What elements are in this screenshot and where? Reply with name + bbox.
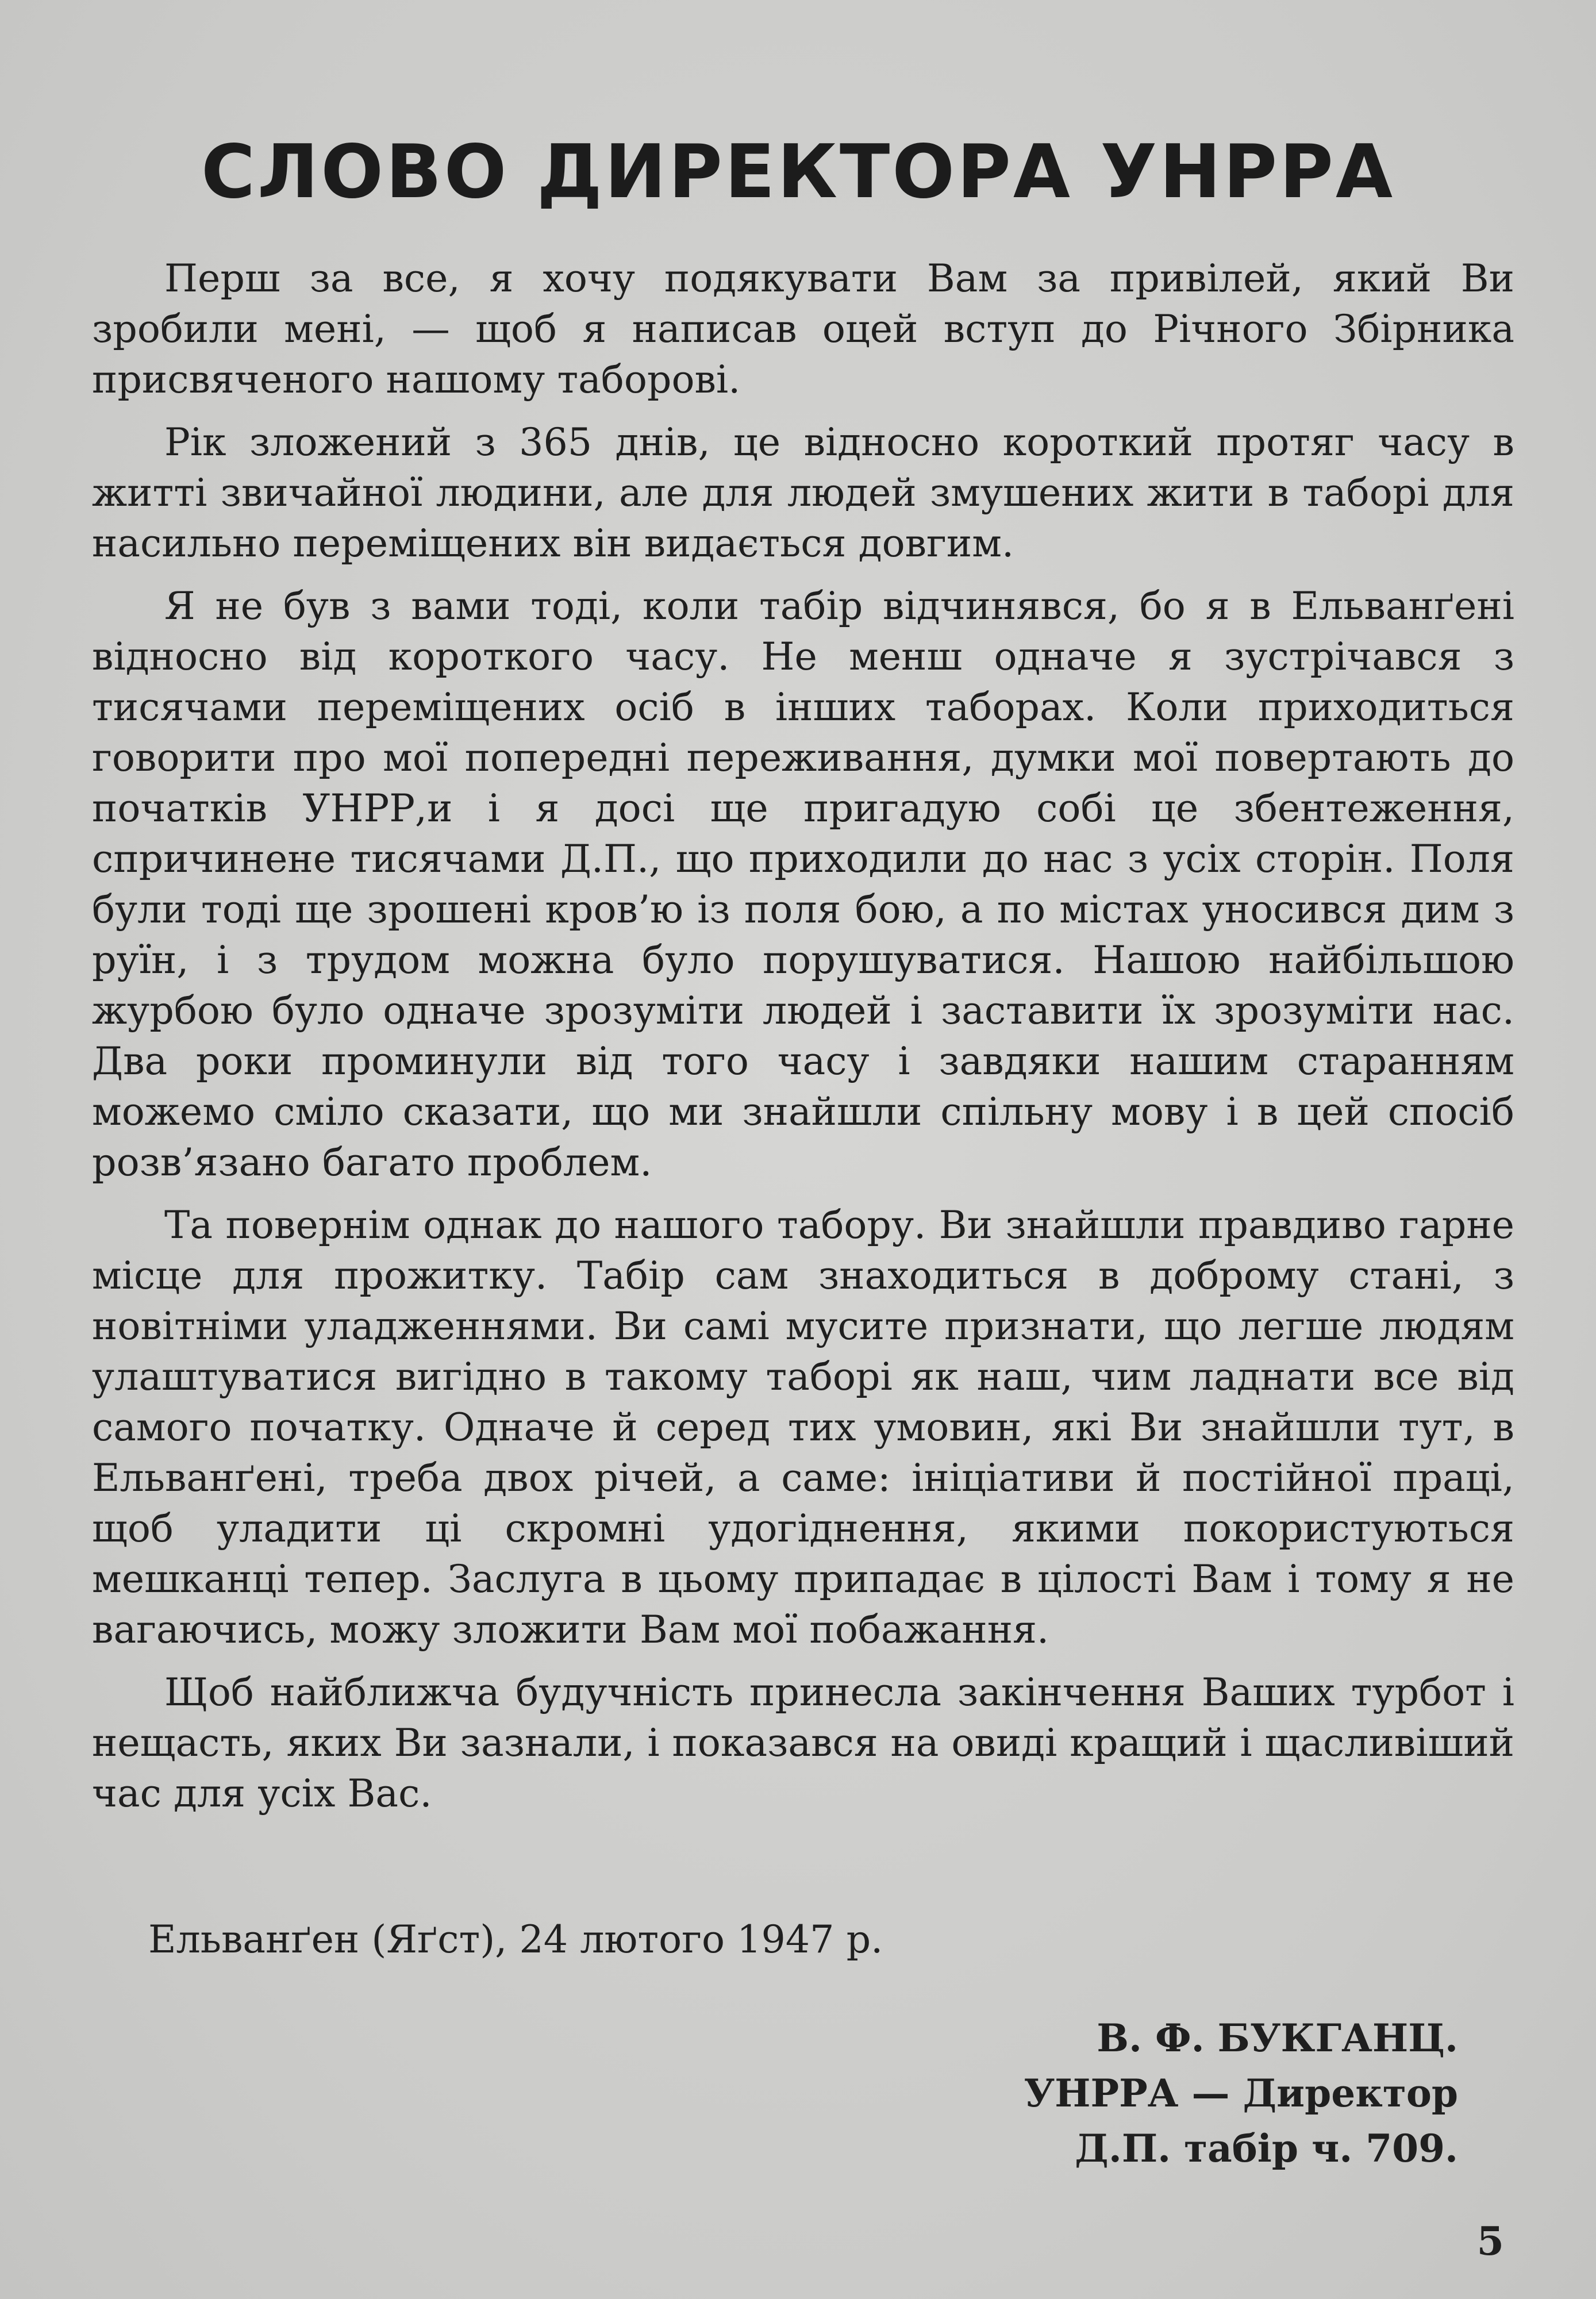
letter-body — [92, 253, 1514, 1831]
page-title: СЛОВО ДИРЕКТОРА УНРРА — [201, 129, 1395, 215]
paragraph: Щоб найближча будучність принесла закінчення Ваших турбот і нещасть, яких Ви зазнали, і показався на овиді кращий і щасливіший час для усіх Вас. — [92, 1670, 1514, 1816]
paragraph: Рік зложений з 365 днів, це відносно короткий протяг часу в житті звичайної людини, але для людей змушених жити в таборі для насильно переміщених він видається довгим. — [92, 420, 1514, 566]
dateline: Ельванґен (Яґст), 24 лютого 1947 р. — [148, 1917, 883, 1962]
signature-name: В. Ф. БУКГАНЦ. — [1097, 2016, 1458, 2060]
paragraph: Перш за все, я хочу подякувати Вам за привілей, який Ви зробили мені, — щоб я написав оцей вступ до Річного Збірника присвяченого нашому таборові. — [92, 256, 1514, 402]
signature-position: УНРРА — Директор — [1024, 2071, 1458, 2116]
paragraph: Я не був з вами тоді, коли табір відчинявся, бо я в Ельванґені відносно від короткого часу. Не менш одначе я зустрічався з тисячами переміщених осіб в інших таборах. Коли приходиться говорити про мої попередні переживання, думки мої повертають до початків УНРР,и і я досі ще пригадую собі це збентеження, спричинене тисячами Д.П., що приходили до нас з усіх сторін. Поля були тоді ще зрошені кров’ю із поля бою, а по містах уносився дим з руїн, і з трудом можна було порушуватися. Нашою найбільшою журбою було одначе зрозуміти людей і заставити їх зрозуміти нас. Два роки проминули від того часу і завдяки нашим старанням можемо сміло сказати, що ми знайшли спільну мову і в цей спосіб розв’язано багато проблем. — [92, 583, 1514, 1185]
paragraph: Та повернім однак до нашого табору. Ви знайшли правдиво гарне місце для прожитку. Табір сам знаходиться в доброму стані, з новітніми уладженнями. Ви самі мусите признати, що легше людям улаштуватися вигідно в такому таборі як наш, чим ладнати все від самого початку. Одначе й серед тих умовин, які Ви знайшли тут, в Ельванґені, треба двох річей, а саме: ініціативи й постійної праці, щоб уладити ці скромні удогіднення, якими покористуються мешканці тепер. Заслуга в цьому припадає в цілості Вам і тому я не вагаючись, можу зложити Вам мої побажання. — [92, 1202, 1514, 1652]
page-number: 5 — [1476, 2219, 1504, 2265]
signature-camp: Д.П. табір ч. 709. — [1075, 2126, 1458, 2171]
signature-block — [1024, 2010, 1458, 2176]
